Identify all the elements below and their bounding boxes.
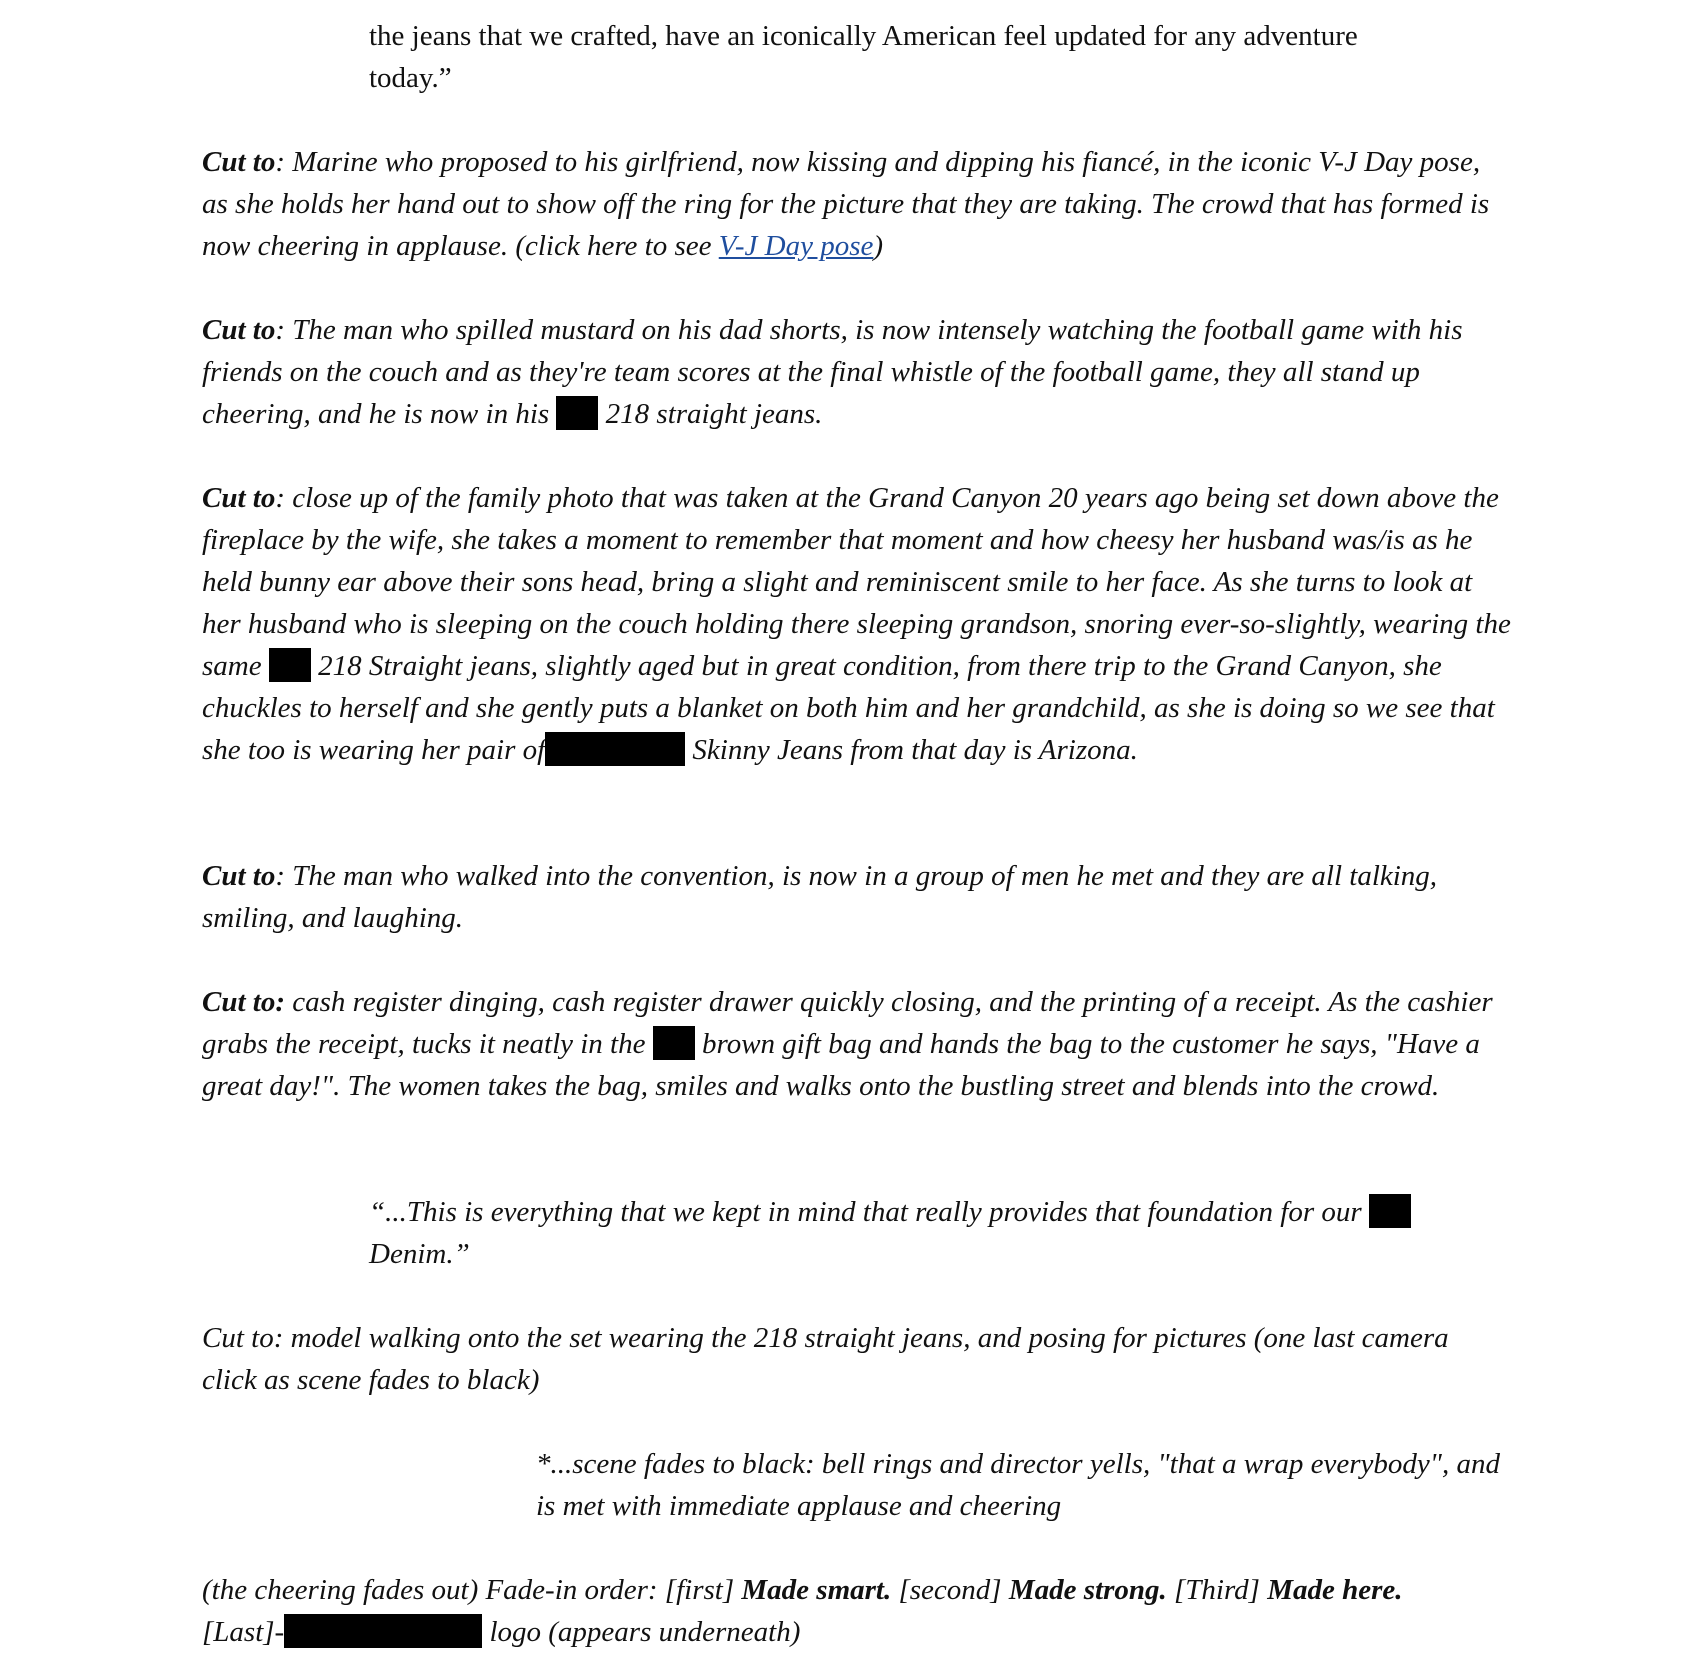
scene-convention	[202, 855, 1512, 939]
quote-text: “...This is everything that we kept in mind that really provides that foundation for our	[369, 1196, 1369, 1228]
redacted-brand	[653, 1026, 695, 1060]
intro-line-1: the jeans that we crafted, have an iconically American feel updated for any adventure	[369, 20, 1358, 52]
scene-text: : Marine who proposed to his girlfriend, now kissing and dipping his fiancé, in the iconic V-J Day pose, as she holds her hand out to show off the ring for the picture that they are taking. The crowd that has formed is now cheering in applause. (click here to see	[202, 146, 1490, 262]
redacted-brand	[1369, 1194, 1411, 1228]
scene-text: Cut to: model walking onto the set wearing the 218 straight jeans, and posing for pictures (one last camera click as scene fades to black)	[202, 1322, 1449, 1396]
scene-cash-register	[202, 981, 1512, 1107]
intro-quote	[369, 15, 1449, 99]
closing-third: [Third]	[1166, 1574, 1268, 1606]
scene-model	[202, 1317, 1462, 1401]
fade-note	[536, 1443, 1516, 1527]
redacted-brand	[269, 648, 311, 682]
redacted-brand	[556, 396, 598, 430]
foundation-quote	[369, 1191, 1489, 1275]
cut-to-label: Cut to	[202, 482, 276, 514]
made-here: Made here.	[1267, 1574, 1403, 1606]
scene-text: : The man who spilled mustard on his dad shorts, is now intensely watching the football game with his friends on the couch and as they're team scores at the final whistle of the football game, they all stand up cheering, and he is now in his	[202, 314, 1463, 430]
closing-pre: (the cheering fades out) Fade-in order: [first]	[202, 1574, 742, 1606]
scene-football	[202, 309, 1512, 435]
vj-day-pose-link[interactable]: V-J Day pose	[718, 230, 874, 262]
cut-to-label: Cut to	[202, 314, 276, 346]
redacted-logo	[284, 1614, 482, 1648]
scene-grand-canyon	[202, 477, 1512, 771]
redacted-brand	[545, 732, 685, 766]
closing-fade-order	[202, 1569, 1532, 1653]
scene-text-b: 218 Straight jeans, slightly aged but in great condition, from there trip to the Grand Canyon, she chuckles to herself and she gently puts a blanket on both him and her grandchild, as she is doing so we see that she too is wearing her pair of	[202, 650, 1495, 766]
closing-end: logo (appears underneath)	[482, 1616, 801, 1648]
scene-text: : The man who walked into the convention, is now in a group of men he met and they are all talking, smiling, and laughing.	[202, 860, 1438, 934]
quote-end: Denim.”	[369, 1238, 470, 1270]
scene-text-a: : close up of the family photo that was taken at the Grand Canyon 20 years ago being set down above the fireplace by the wife, she takes a moment to remember that moment and how cheesy her husband was/is as he held bunny ear above their sons head, bring a slight and reminiscent smile to her face. As she turns to look at her husband who is sleeping on the couch holding there sleeping grandson, snoring ever-so-slightly, wearing the same	[202, 482, 1511, 682]
cut-to-label: Cut to	[202, 860, 276, 892]
cut-to-label: Cut to	[202, 146, 276, 178]
note-text: *...scene fades to black: bell rings and director yells, "that a wrap everybody", and is met with immediate applause and cheering	[536, 1448, 1500, 1522]
made-smart: Made smart.	[741, 1574, 892, 1606]
scene-vj-day	[202, 141, 1512, 267]
scene-text-end: )	[873, 230, 884, 262]
cut-to-label: Cut to:	[202, 986, 285, 1018]
scene-text-end: 218 straight jeans.	[598, 398, 823, 430]
closing-last: [Last]-	[202, 1616, 285, 1648]
made-strong: Made strong.	[1008, 1574, 1167, 1606]
closing-second: [second]	[891, 1574, 1009, 1606]
intro-line-2: today.”	[369, 62, 452, 94]
scene-text-c: Skinny Jeans from that day is Arizona.	[685, 734, 1138, 766]
scene-text-a: cash register dinging, cash register drawer quickly closing, and the printing of a receipt. As the cashier grabs the receipt, tucks it neatly in the	[202, 986, 1493, 1060]
scene-text-b: brown gift bag and hands the bag to the customer he says, "Have a great day!". The women takes the bag, smiles and walks onto the bustling street and blends into the crowd.	[202, 1028, 1480, 1102]
